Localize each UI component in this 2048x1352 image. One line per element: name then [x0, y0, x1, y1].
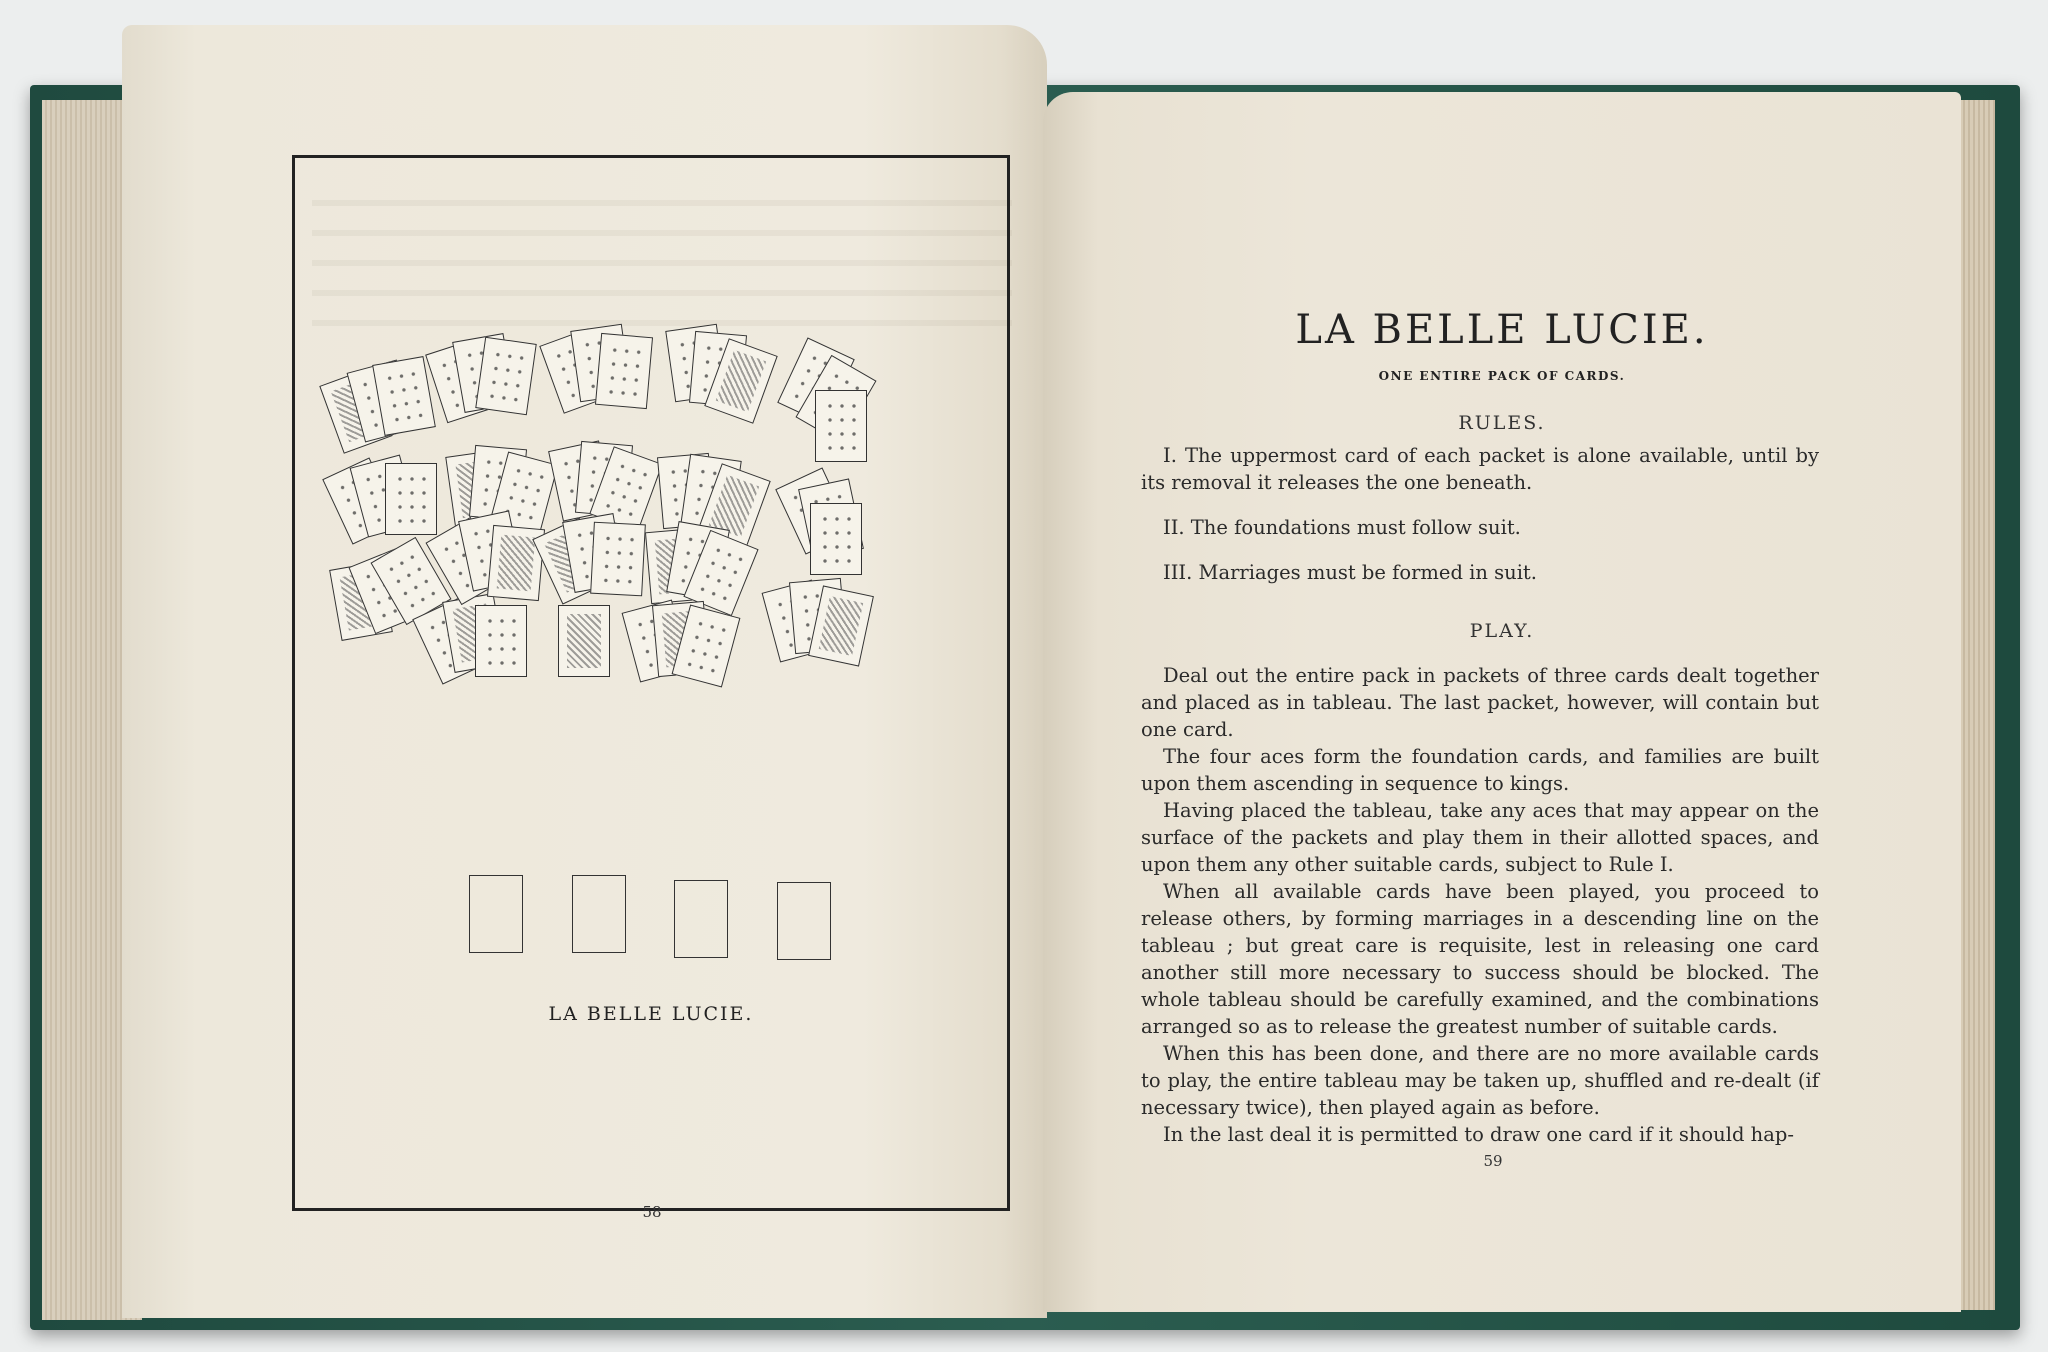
card-tableau-illustration [330, 365, 970, 845]
card [475, 337, 537, 416]
page-number-left: 58 [642, 1203, 662, 1221]
play-paragraph: When this has been done, and there are no more available cards to play, the entire tableau may be taken up, shuffled and re-dealt (if necessary twice), then played again as before. [1141, 1042, 1819, 1119]
card [810, 503, 862, 575]
page-edges-right [1955, 100, 1995, 1310]
play-heading: PLAY. [1469, 620, 1535, 642]
rules-heading: RULES. [1458, 412, 1546, 434]
chapter-title: LA BELLE LUCIE. [1295, 307, 1709, 353]
rule-item: I. The uppermost card of each packet is alone available, until by its removal it releases the one beneath. [1141, 444, 1819, 494]
play-paragraph: Having placed the tableau, take any aces that may appear on the surface of the packets and play them in their allotted spaces, and upon them any other suitable cards, subject to Rule I. [1141, 799, 1819, 876]
play-paragraph: Deal out the entire pack in packets of three cards dealt together and placed as in tableau. The last packet, however, will contain but one card. [1141, 664, 1819, 741]
play-paragraph: The four aces form the foundation cards, and families are built upon them ascending in sequence to kings. [1141, 745, 1819, 795]
right-page [1043, 92, 1961, 1312]
card [590, 522, 646, 597]
card [815, 390, 867, 462]
card [475, 605, 527, 677]
foundation-slot [674, 880, 728, 958]
foundation-slot [777, 882, 831, 960]
card [558, 605, 610, 677]
rule-item: II. The foundations must follow suit. [1163, 516, 1521, 539]
play-text [1141, 662, 1819, 1148]
chapter-subtitle: ONE ENTIRE PACK OF CARDS. [1378, 369, 1626, 383]
illustration-caption: LA BELLE LUCIE. [548, 1003, 754, 1025]
card [372, 356, 436, 436]
rule-item: III. Marriages must be formed in suit. [1163, 561, 1537, 584]
card [385, 463, 437, 535]
rules-list [1141, 442, 1819, 586]
play-paragraph: In the last deal it is permitted to draw one card if it should hap- [1163, 1123, 1794, 1146]
play-paragraph: When all available cards have been played, you proceed to release others, by forming marriages in a descending line on the tableau ; but great care is requisite, lest in releasing one card another still more necessary to success should be blocked. The whole tableau should be carefully examined, and the combinations arranged so as to release the greatest number of suitable cards. [1141, 880, 1819, 1038]
page-number-right: 59 [1483, 1152, 1503, 1170]
left-page [122, 25, 1047, 1318]
foundation-slot [469, 875, 523, 953]
card [595, 333, 653, 409]
foundation-slot [572, 875, 626, 953]
